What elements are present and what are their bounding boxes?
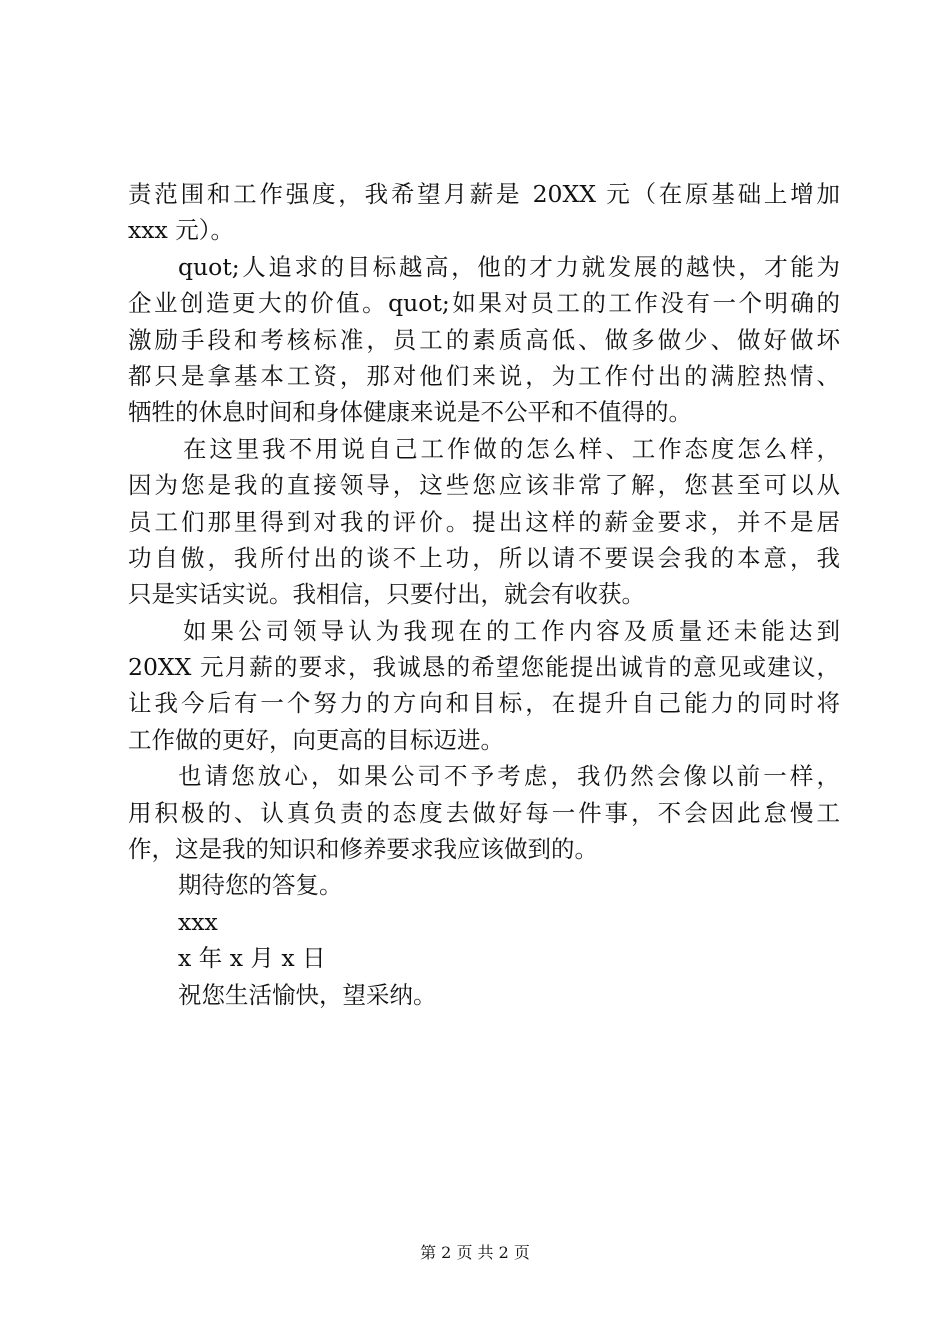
signature-date: x 年 x 月 x 日 xyxy=(178,944,326,973)
text-line: xxx 元）。 xyxy=(128,216,234,245)
text-line: 用积极的、认真负责的态度去做好每一件事，不会因此怠慢工 xyxy=(128,798,840,827)
text-line: 在这里我不用说自己工作做的怎么样、工作态度怎么样， xyxy=(183,434,840,463)
text-line: 员工们那里得到对我的评价。提出这样的薪金要求，并不是居 xyxy=(128,507,840,536)
text-line: 作，这是我的知识和修养要求我应该做到的。 xyxy=(128,835,598,864)
text-line: 工作做的更好，向更高的目标迈进。 xyxy=(128,725,504,754)
closing-line: 期待您的答复。 xyxy=(178,871,343,900)
text-line: 如果公司领导认为我现在的工作内容及质量还未能达到 xyxy=(183,616,840,645)
text-line: 责范围和工作强度，我希望月薪是 20XX 元（在原基础上增加 xyxy=(128,180,840,208)
text-line: 都只是拿基本工资，那对他们来说，为工作付出的满腔热情、 xyxy=(128,361,840,390)
closing-wish: 祝您生活愉快，望采纳。 xyxy=(178,980,437,1009)
text-line: 也请您放心，如果公司不予考虑，我仍然会像以前一样， xyxy=(178,762,840,791)
text-line: 只是实话实说。我相信，只要付出，就会有收获。 xyxy=(128,580,645,609)
text-line: 激励手段和考核标准，员工的素质高低、做多做少、做好做坏 xyxy=(128,325,840,354)
text-line: 20XX 元月薪的要求，我诚恳的希望您能提出诚肯的意见或建议， xyxy=(128,653,840,682)
text-line: 企业创造更大的价值。quot;如果对员工的工作没有一个明确的 xyxy=(128,289,840,318)
page-number-footer: 第 2 页 共 2 页 xyxy=(420,1243,530,1262)
text-line: quot;人追求的目标越高，他的才力就发展的越快，才能为 xyxy=(178,252,840,281)
text-line: 牺牲的休息时间和身体健康来说是不公平和不值得的。 xyxy=(128,398,692,427)
text-line: 让我今后有一个努力的方向和目标，在提升自己能力的同时将 xyxy=(128,689,840,718)
text-line: 功自傲，我所付出的谈不上功，所以请不要误会我的本意，我 xyxy=(128,543,840,572)
signature-name: xxx xyxy=(178,907,218,936)
letter-body xyxy=(128,176,840,1013)
text-line: 因为您是我的直接领导，这些您应该非常了解，您甚至可以从 xyxy=(128,471,840,500)
